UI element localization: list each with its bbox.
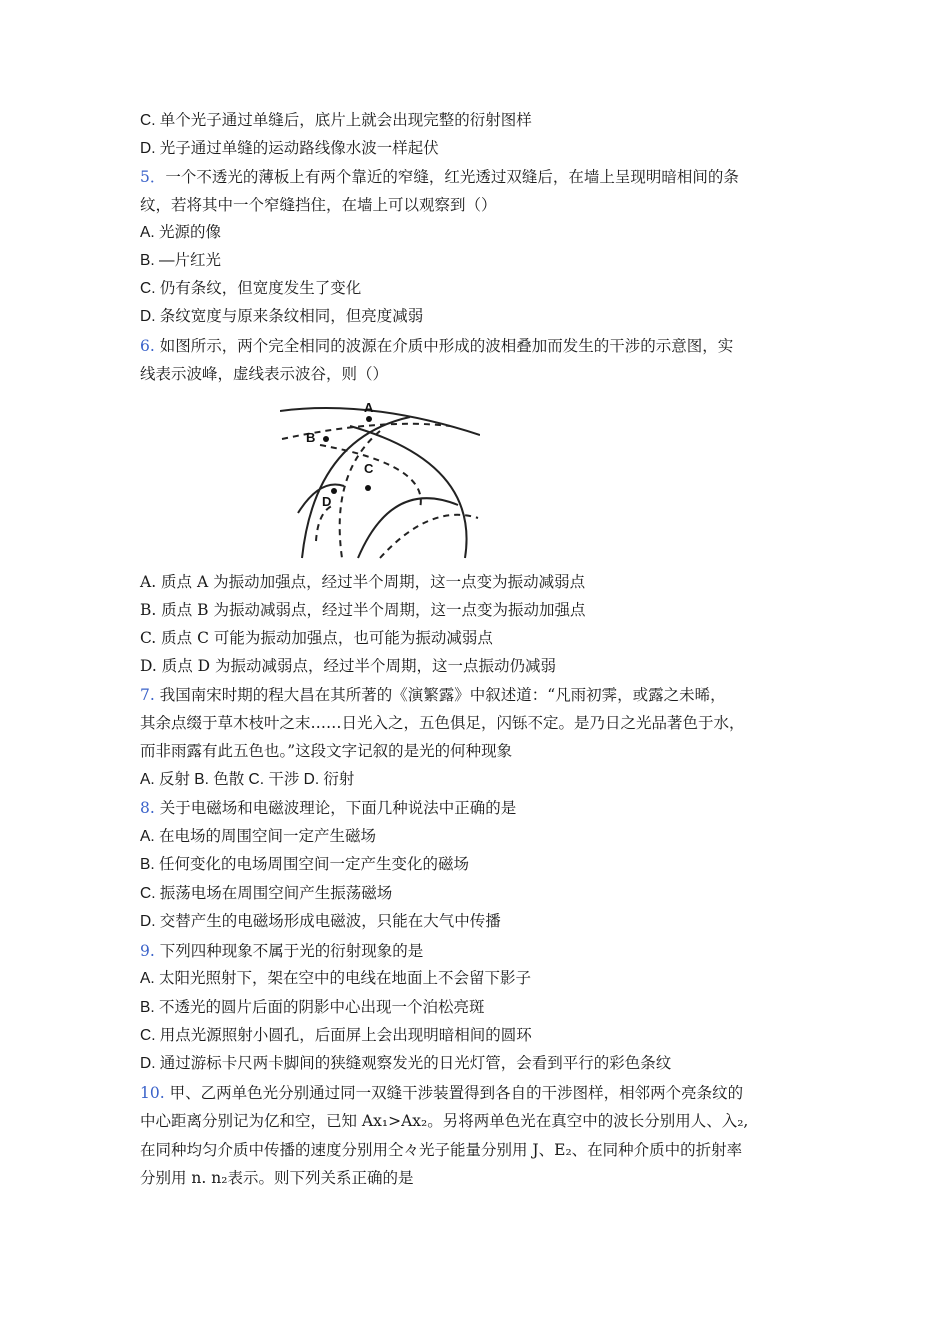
q10-number: 10.: [140, 1084, 165, 1102]
interference-figure: [280, 393, 480, 565]
q6-option-a: A. 质点 A 为振动加强点，经过半个周期，这一点变为振动减弱点: [140, 573, 586, 591]
point-a-dot: [366, 416, 372, 422]
point-d-dot: [331, 488, 337, 494]
q6-option-b: B. 质点 B 为振动减弱点，经过半个周期，这一点变为振动加强点: [140, 601, 586, 619]
q9-option-a: A. 太阳光照射下，架在空中的电线在地面上不会留下影子: [140, 970, 531, 987]
q5-number: 5．: [140, 168, 166, 186]
q7-stem-text-1: 我国南宋时期的程大昌在其所著的《演繁露》中叙述道：“凡雨初霁，或露之未晞，: [154, 686, 726, 704]
label-b: B: [306, 430, 316, 445]
trough-arc-lower-right: [380, 515, 478, 558]
q5-option-d: D. 条纹宽度与原来条纹相同，但亮度减弱: [140, 308, 424, 325]
q4-option-c: C. 单个光子通过单缝后，底片上就会出现完整的衍射图样: [140, 112, 532, 129]
q6-stem-line-2: 线表示波峰，虚线表示波谷，则（）: [140, 365, 389, 383]
label-c: C: [364, 461, 374, 476]
q5-option-b: B. —片红光: [140, 252, 221, 269]
q8-number: 8.: [140, 799, 155, 817]
label-d: D: [322, 494, 332, 509]
point-b-dot: [323, 436, 329, 442]
q9-option-c: C. 用点光源照射小圆孔，后面屏上会出现明暗相间的圆环: [140, 1027, 532, 1044]
trough-arc-right: [320, 445, 421, 508]
q9-option-b: B. 不透光的圆片后面的阴影中心出现一个泊松亮斑: [140, 999, 485, 1016]
trough-arc-lower-left: [316, 505, 334, 541]
q8-option-b: B. 任何变化的电场周围空间一定产生变化的磁场: [140, 856, 469, 873]
q6-option-d: D. 质点 D 为振动减弱点，经过半个周期，这一点振动仍减弱: [140, 657, 557, 675]
q5-stem-line-1: [140, 167, 739, 187]
q5-stem-text-1: 一个不透光的薄板上有两个靠近的窄缝，红光透过双缝后，在墙上呈现明暗相间的条: [165, 168, 739, 186]
q6-stem-line-1: [140, 336, 733, 356]
q9-number: 9.: [140, 942, 155, 960]
q7-number: 7.: [140, 686, 155, 704]
q9-option-d: D. 通过游标卡尺两卡脚间的狭缝观察发光的日光灯管，会看到平行的彩色条纹: [140, 1055, 672, 1072]
q8-stem-text: 关于电磁场和电磁波理论，下面几种说法中正确的是: [154, 799, 517, 817]
q10-stem-text-1: 甲、乙两单色光分别通过同一双缝干涉装置得到各自的干涉图样，相邻两个亮条纹的: [164, 1084, 744, 1102]
q7-stem-line-1: [140, 685, 726, 705]
q6-stem-text-1: 如图所示，两个完全相同的波源在介质中形成的波相叠加而发生的干涉的示意图，实: [154, 337, 734, 355]
q9-stem: [140, 941, 423, 961]
q5-option-c: C. 仍有条纹，但宽度发生了变化: [140, 280, 362, 297]
point-c-dot: [365, 485, 371, 491]
q7-stem-line-2: 其余点缀于草木枝叶之末……日光入之，五色俱足，闪铄不定。是乃日之光品著色于水，: [140, 714, 745, 732]
q8-option-d: D. 交替产生的电磁场形成电磁波，只能在大气中传播: [140, 913, 501, 930]
crest-arc-left-large: [302, 417, 410, 558]
q7-options: A. 反射 B. 色散 C. 干涉 D. 衍射: [140, 771, 355, 788]
crest-arc-lower-right: [358, 498, 458, 558]
crest-arc-lower-left: [298, 485, 344, 513]
q6-number: 6.: [140, 337, 155, 355]
q4-option-d: D. 光子通过单缝的运动路线像水波一样起伏: [140, 140, 439, 157]
q10-stem-line-2: 中心距离分别记为亿和空，已知 Ax₁>Ax₂。另将两单色光在真空中的波长分别用人、入₂,: [140, 1112, 749, 1130]
q5-option-a: A. 光源的像: [140, 224, 221, 241]
q8-stem: [140, 798, 516, 818]
q7-stem-line-3: 而非雨露有此五色也。”这段文字记叙的是光的何种现象: [140, 742, 513, 760]
q8-option-c: C. 振荡电场在周围空间产生振荡磁场: [140, 885, 393, 902]
q6-option-c: C. 质点 C 可能为振动加强点，也可能为振动减弱点: [140, 629, 493, 647]
q5-stem-line-2: 纹，若将其中一个窄缝挡住，在墙上可以观察到（）: [140, 196, 497, 214]
q10-stem-line-3: 在同种均匀介质中传播的速度分别用仝々光子能量分别用 J、E₂、在同种介质中的折射率: [140, 1141, 743, 1159]
q10-stem-line-4: 分别用 n. n₂表示。则下列关系正确的是: [140, 1169, 414, 1187]
q8-option-a: A. 在电场的周围空间一定产生磁场: [140, 828, 376, 845]
label-a: A: [364, 400, 374, 415]
q10-stem-line-1: [140, 1083, 743, 1103]
q9-stem-text: 下列四种现象不属于光的衍射现象的是: [154, 942, 424, 960]
